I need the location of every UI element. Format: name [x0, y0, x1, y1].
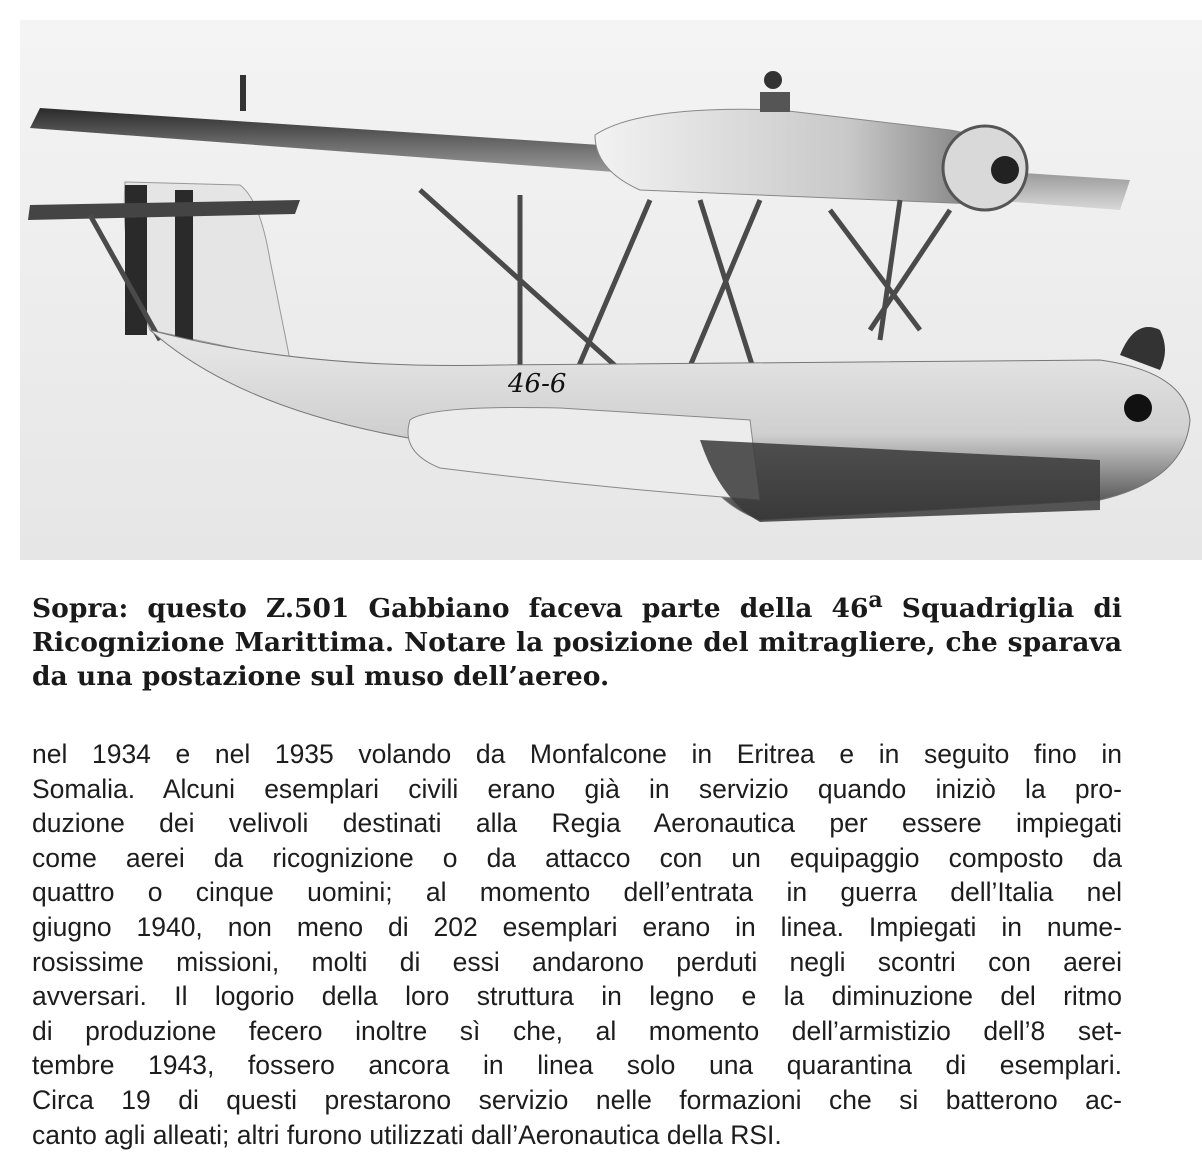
body-line: come aerei da ricognizione o da attacco con un equipaggio composto da — [32, 842, 1122, 873]
body-line: nel 1934 e nel 1935 volando da Monfalcone in Eritrea e in seguito fino in — [32, 739, 1122, 769]
seaplane-photo — [0, 0, 1202, 560]
body-paragraph — [32, 737, 1122, 1152]
body-line: Circa 19 di questi prestarono servizio nelle formazioni che si batterono ac- — [32, 1084, 1122, 1115]
seaplane-illustration — [0, 0, 1202, 560]
caption-superscript: a — [868, 587, 883, 613]
body-line: Somalia. Alcuni esemplari civili erano già in servizio quando iniziò la pro- — [32, 773, 1122, 804]
caption-rest: Squadriglia di Ricognizione Marittima. Notare la posizione del mitragliere, che sparava da una postazione sul muso dell’aereo. — [32, 592, 1122, 692]
aircraft-marking: 46-6 — [508, 369, 567, 399]
photo-caption — [32, 583, 1122, 694]
body-line: quattro o cinque uomini; al momento dell’entrata in guerra dell’Italia nel — [32, 877, 1122, 908]
caption-lead: Sopra: questo Z.501 Gabbiano faceva parte della 46 — [32, 592, 869, 624]
body-line: tembre 1943, fossero ancora in linea solo una quarantina di esemplari. — [32, 1050, 1122, 1081]
body-line: di produzione fecero inoltre sì che, al momento dell’armistizio dell’8 set- — [32, 1015, 1122, 1046]
body-line: duzione dei velivoli destinati alla Regia Aeronautica per essere impiegati — [32, 808, 1122, 839]
body-line: giugno 1940, non meno di 202 esemplari erano in linea. Impiegati in nume- — [32, 911, 1122, 942]
body-line: rosissime missioni, molti di essi andarono perduti negli scontri con aerei — [32, 946, 1122, 977]
caption-text — [32, 583, 1122, 694]
body-line: canto agli alleati; altri furono utilizzati dall’Aeronautica della RSI. — [32, 1119, 782, 1150]
body-line: avversari. Il logorio della loro struttura in legno e la diminuzione del ritmo — [32, 981, 1122, 1012]
